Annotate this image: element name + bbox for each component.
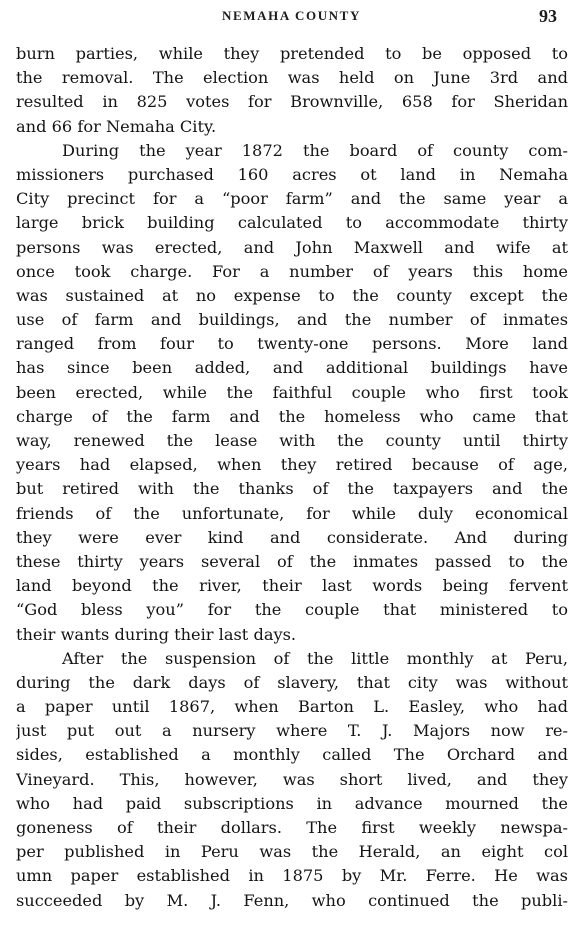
text-line: “God bless you” for the couple that ministered to [16, 600, 568, 620]
text-line: and 66 for Nemaha City. [16, 116, 217, 136]
text-line: but retired with the thanks of the taxpayers and the [16, 479, 568, 499]
text-line: been erected, while the faithful couple who first took [16, 382, 568, 402]
text-line: a paper until 1867, when Barton L. Easley, who had [16, 697, 568, 717]
text-line: succeeded by M. J. Fenn, who continued the publi- [16, 890, 568, 910]
text-line: these thirty years several of the inmates passed to the [16, 551, 568, 571]
page-number: 93 [539, 6, 557, 26]
text-line: City precinct for a “poor farm” and the same year a [16, 189, 568, 209]
text-line: burn parties, while they pretended to be opposed to [16, 44, 568, 63]
text-line: just put out a nursery where T. J. Majors now re- [16, 721, 568, 741]
text-line: their wants during their last days. [16, 624, 297, 644]
text-line: goneness of their dollars. The first weekly newspa- [16, 818, 568, 837]
text-line: during the dark days of slavery, that city was without [16, 672, 568, 692]
text-line: resulted in 825 votes for Brownville, 658 for Sheridan [16, 92, 568, 112]
text-line: ranged from four to twenty-one persons. More land [16, 334, 568, 354]
running-title: NEMAHA COUNTY [222, 8, 361, 23]
text-line: the removal. The election was held on June 3rd and [16, 68, 568, 88]
running-header [18, 6, 565, 28]
text-line: once took charge. For a number of years this home [16, 261, 568, 281]
text-line: missioners purchased 160 acres ot land in Nemaha [16, 164, 568, 184]
body-text [16, 42, 568, 913]
text-line: years had elapsed, when they retired because of age, [16, 455, 568, 475]
text-line: they were ever kind and considerate. And during [16, 527, 568, 547]
text-line: Vineyard. This, however, was short lived, and they [16, 769, 568, 789]
text-line: has since been added, and additional buildings have [16, 358, 568, 378]
text-line: who had paid subscriptions in advance mourned the [16, 793, 568, 813]
text-line: was sustained at no expense to the county except the [16, 285, 568, 305]
text-line: persons was erected, and John Maxwell and wife at [16, 237, 568, 257]
text-line: sides, established a monthly called The Orchard and [16, 745, 568, 765]
text-line: land beyond the river, their last words being fervent [16, 576, 568, 596]
text-line: large brick building calculated to accommodate thirty [16, 213, 568, 233]
text-line: per published in Peru was the Herald, an eight col [16, 842, 568, 862]
text-line: way, renewed the lease with the county until thirty [16, 431, 568, 450]
text-line: friends of the unfortunate, for while duly economical [16, 503, 568, 523]
text-line: charge of the farm and the homeless who came that [16, 406, 568, 426]
text-line: use of farm and buildings, and the number of inmates [16, 310, 568, 330]
text-line: After the suspension of the little monthly at Peru, [62, 648, 568, 668]
text-line: During the year 1872 the board of county com- [62, 140, 568, 160]
text-line: umn paper established in 1875 by Mr. Ferre. He was [16, 866, 568, 886]
